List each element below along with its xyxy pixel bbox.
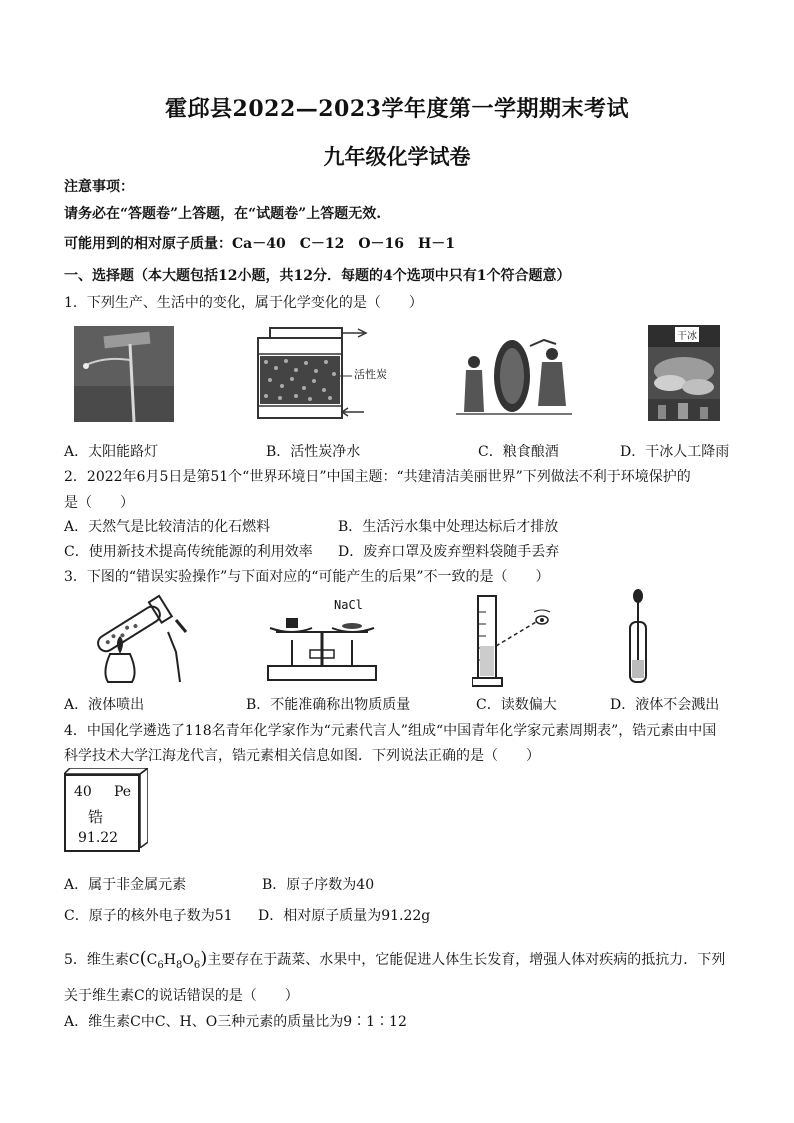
carbon-label: 活性炭 [354, 368, 387, 381]
dropper-figure [620, 588, 660, 690]
q5-stem-post: 主要存在于蔬菜、水果中，它能促进人体生长发育，增强人体对疾病的抵抗力．下列 [207, 952, 726, 968]
nacl-label: NaCl [334, 598, 363, 612]
solar-lamp-photo [74, 326, 174, 422]
element-number: 40 [74, 784, 92, 800]
q1-option-c[interactable]: C．粮食酿酒 [478, 444, 559, 460]
q4-option-c[interactable]: C．原子的核外电子数为51 [64, 908, 233, 924]
formula-c: C [146, 952, 158, 968]
page-title: 霍邱县2022—2023学年度第一学期期末考试 [165, 96, 629, 122]
q4-stem-line1: 4．中国化学遴选了118名青年化学家作为“元素代言人”组成“中国青年化学家元素周期表”，锆元素由中国 [64, 723, 717, 739]
q5-stem-line1: 5．维生素$C(C_6H_8O_6)$主要存在于蔬菜、水果中，它能促进人体生长发育，增强人体对疾病的抵抗力．下列 [64, 948, 726, 971]
cylinder-reading-figure [472, 592, 562, 690]
q4-stem-line2: 科学技术大学江海龙代言，锆元素相关信息如图．下列说法正确的是（ ） [64, 748, 540, 764]
element-name: 锆 [88, 808, 104, 826]
q1-option-b[interactable]: B．活性炭净水 [266, 444, 361, 460]
notice-text: 请务必在“答题卷”上答题，在“试题卷”上答题无效. [64, 206, 382, 222]
test-tube-heating-figure [80, 592, 190, 690]
q1-option-d[interactable]: D．干冰人工降雨 [620, 444, 730, 460]
q5-stem-pre: 5．维生素C [64, 952, 140, 968]
q2-stem-line1: 2．2022年6月5日是第51个“世界环境日”中国主题：“共建清洁美丽世界”下列做法不利于环境保护的 [64, 469, 691, 485]
section-heading: 一、选择题（本大题包括12小题，共12分．每题的4个选项中只有1个符合题意） [64, 268, 571, 284]
formula-h-sub: 8 [175, 959, 183, 971]
q2-option-d[interactable]: D．废弃口罩及废弃塑料袋随手丢弃 [338, 544, 560, 560]
solar-lamp-drawing [74, 326, 174, 422]
q3-option-a[interactable]: A．液体喷出 [64, 697, 145, 713]
formula-c-sub: 6 [157, 959, 164, 971]
q2-option-c[interactable]: C．使用新技术提高传统能源的利用效率 [64, 544, 313, 560]
q1-option-a[interactable]: A．太阳能路灯 [64, 444, 159, 460]
dry-ice-label: 干冰 [675, 327, 699, 342]
q3-stem: 3．下图的“错误实验操作”与下面对应的“可能产生的后果”不一致的是（ ） [64, 569, 550, 585]
wine-making-figure [456, 326, 572, 422]
q3-option-b[interactable]: B．不能准确称出物质质量 [246, 697, 411, 713]
q3-option-c[interactable]: C．读数偏大 [476, 697, 557, 713]
element-mass: 91.22 [78, 830, 119, 846]
formula-o: O [182, 952, 194, 968]
q5-option-a[interactable]: A．维生素C中C、H、O三种元素的质量比为9∶1∶12 [64, 1014, 407, 1030]
q2-stem-line2: 是（ ） [64, 495, 134, 511]
q4-option-b[interactable]: B．原子序数为40 [262, 877, 375, 893]
notice-heading: 注意事项： [64, 179, 134, 195]
element-symbol: Pe [114, 784, 132, 800]
q4-option-d[interactable]: D．相对原子质量为91.22g [258, 908, 431, 924]
page-subtitle: 九年级化学试卷 [323, 144, 471, 169]
q2-option-a[interactable]: A．天然气是比较清洁的化石燃料 [64, 519, 271, 535]
q3-option-d[interactable]: D．液体不会溅出 [610, 697, 720, 713]
q5-stem-line2: 关于维生素C的说话错误的是（ ） [64, 988, 299, 1004]
atomic-mass-line: 可能用到的相对原子质量：Ca－40 C－12 O－16 H－1 [64, 236, 455, 252]
q4-option-a[interactable]: A．属于非金属元素 [64, 877, 187, 893]
formula-o-sub: 6 [193, 959, 201, 971]
balance-figure [262, 592, 382, 690]
element-box-side [140, 768, 148, 848]
formula-h: H [163, 952, 176, 968]
element-card [64, 774, 140, 852]
q2-option-b[interactable]: B．生活污水集中处理达标后才排放 [338, 519, 559, 535]
q1-stem: 1．下列生产、生活中的变化，属于化学变化的是（ ） [64, 295, 423, 311]
